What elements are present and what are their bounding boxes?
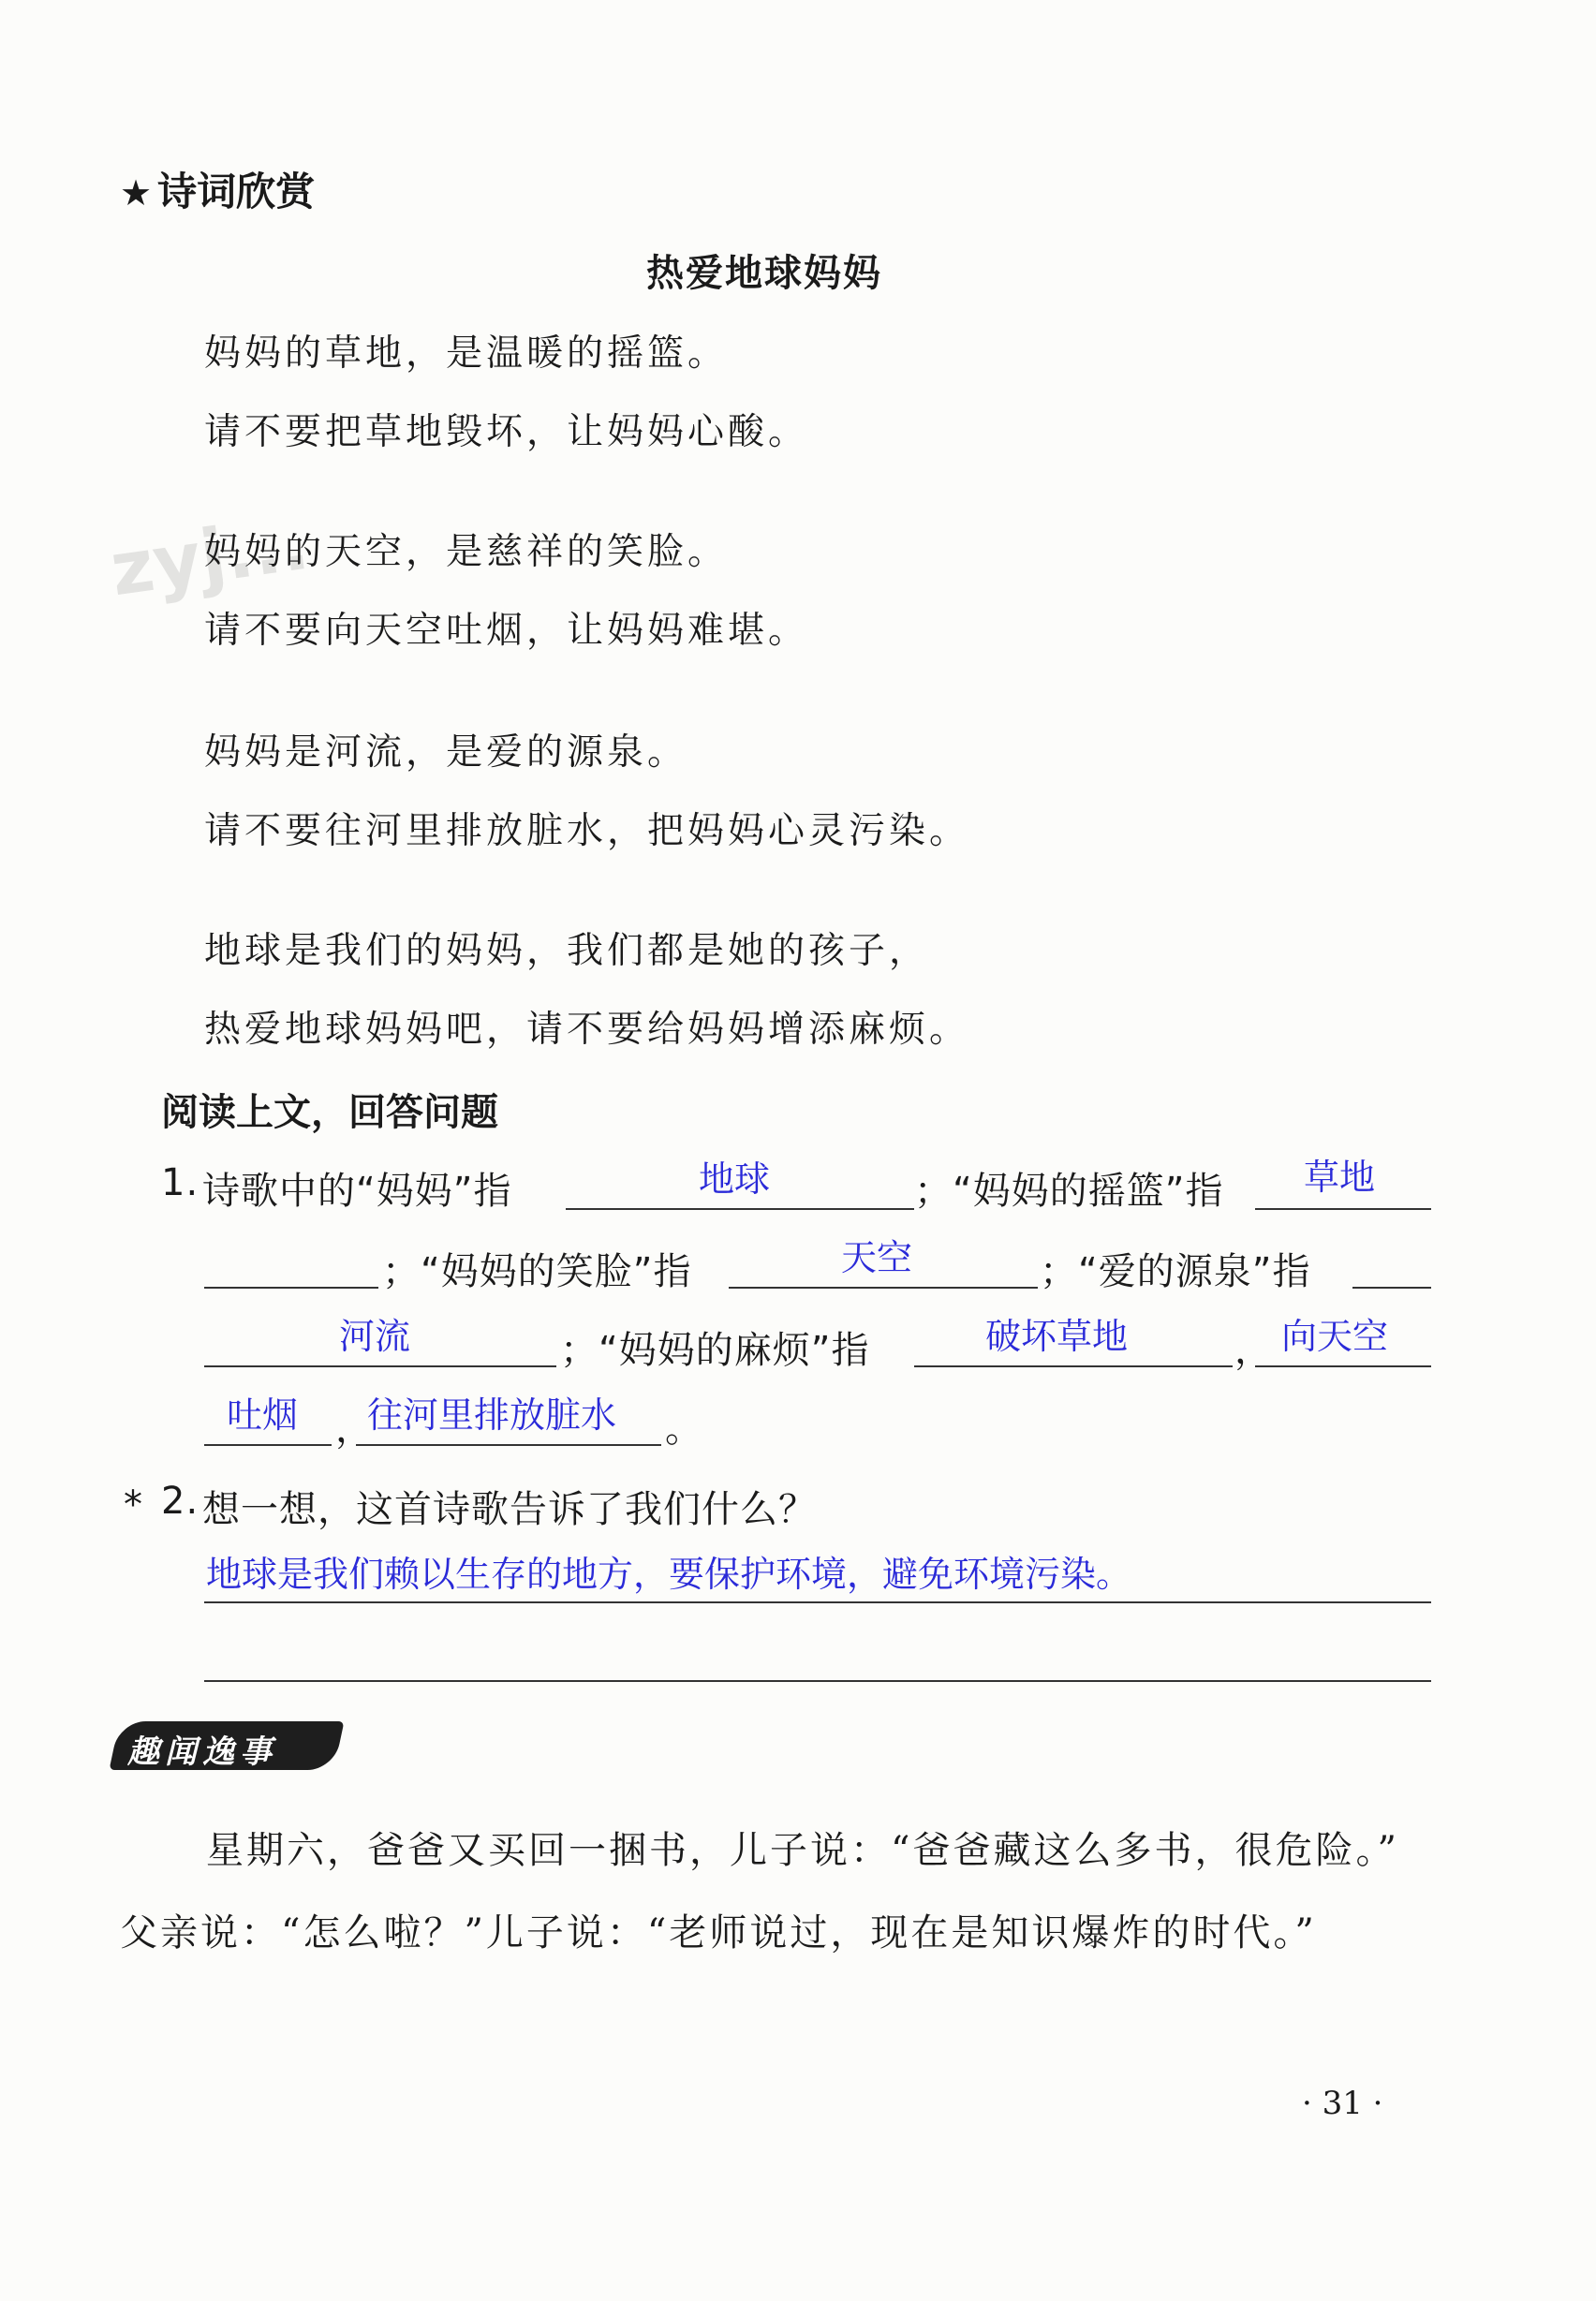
- story-line: 父亲说：“怎么啦？”儿子说：“老师说过，现在是知识爆炸的时代。”: [120, 1911, 1317, 1954]
- answer-text: 地球: [699, 1158, 771, 1200]
- answer-blank[interactable]: [729, 1287, 1038, 1289]
- answer-text: 破坏草地: [985, 1316, 1129, 1357]
- questions-heading: 阅读上文，回答问题: [161, 1091, 498, 1134]
- q1-text: ，: [335, 1408, 374, 1451]
- q1-text: ，: [1234, 1329, 1273, 1372]
- answer-blank[interactable]: [204, 1444, 332, 1446]
- answer-blank[interactable]: [1255, 1208, 1431, 1210]
- poem-title: 热爱地球妈妈: [646, 252, 882, 295]
- q1-text: ；“妈妈的笑脸”指: [382, 1250, 692, 1293]
- answer-line[interactable]: [204, 1601, 1431, 1603]
- q2-text: 想一想，这首诗歌告诉了我们什么？: [202, 1488, 817, 1531]
- poem-line: 妈妈的天空，是慈祥的笑脸。: [204, 531, 729, 573]
- banner-title: 趣闻逸事: [127, 1733, 277, 1771]
- q1-text: 诗歌中的“妈妈”指: [202, 1170, 512, 1213]
- poem-line: 妈妈是河流，是爱的源泉。: [204, 731, 688, 774]
- poem-line: 热爱地球妈妈吧，请不要给妈妈增添麻烦。: [204, 1009, 970, 1051]
- answer-blank[interactable]: [914, 1365, 1233, 1367]
- answer-blank[interactable]: [356, 1444, 661, 1446]
- poem-line: 妈妈的草地，是温暖的摇篮。: [204, 332, 729, 375]
- story-line: 星期六，爸爸又买回一捆书，儿子说：“爸爸藏这么多书，很危险。”: [206, 1829, 1399, 1872]
- q2-marker: *: [124, 1483, 143, 1527]
- q2-answer: 地球是我们赖以生存的地方，要保护环境，避免环境污染。: [206, 1554, 1132, 1595]
- q1-text: ；“妈妈的麻烦”指: [560, 1329, 870, 1372]
- answer-text: 草地: [1304, 1157, 1376, 1198]
- section-title: 诗词欣赏: [157, 169, 316, 214]
- watermark: zyj...: [105, 501, 315, 613]
- section-heading: [120, 161, 315, 217]
- answer-text: 吐烟: [227, 1394, 299, 1436]
- answer-text: 河流: [339, 1316, 411, 1357]
- page-number: · 31 ·: [1302, 2085, 1383, 2122]
- q1-text: ；“妈妈的摇篮”指: [914, 1170, 1224, 1213]
- answer-blank[interactable]: [204, 1287, 378, 1289]
- q1-number: 1.: [161, 1161, 200, 1204]
- answer-blank[interactable]: [566, 1208, 914, 1210]
- answer-text: 往河里排放脏水: [367, 1394, 617, 1436]
- q1-text: ；“爱的源泉”指: [1040, 1250, 1311, 1293]
- q1-text: 。: [665, 1408, 703, 1451]
- answer-blank[interactable]: [1255, 1365, 1431, 1367]
- poem-line: 请不要把草地毁坏，让妈妈心酸。: [204, 411, 809, 453]
- q2-number: 2.: [161, 1480, 200, 1523]
- poem-line: 请不要往河里排放脏水，把妈妈心灵污染。: [204, 810, 970, 852]
- poem-line: 请不要向天空吐烟，让妈妈难堪。: [204, 610, 809, 652]
- answer-blank[interactable]: [204, 1365, 556, 1367]
- answer-line[interactable]: [204, 1680, 1431, 1682]
- answer-text: 天空: [841, 1237, 913, 1278]
- answer-blank[interactable]: [1352, 1287, 1431, 1289]
- answer-text: 向天空: [1281, 1316, 1389, 1357]
- poem-line: 地球是我们的妈妈，我们都是她的孩子，: [204, 930, 930, 972]
- star-icon: ★: [120, 172, 153, 214]
